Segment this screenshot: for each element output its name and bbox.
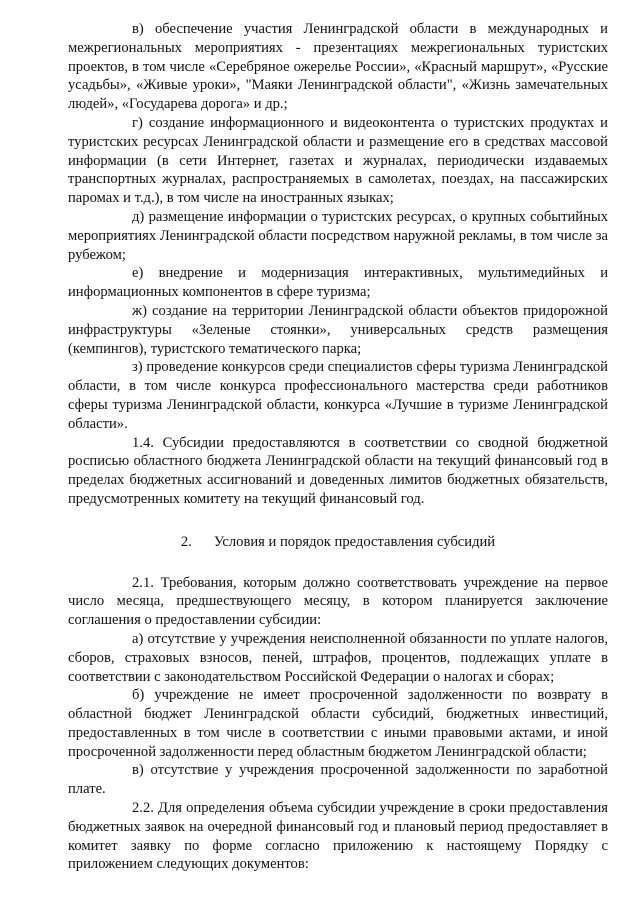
- section-heading: [0, 533, 640, 552]
- item-label: ж): [132, 302, 147, 319]
- item-text: обеспечение участия Ленинградской области в международных и межрегиональных мероприятиях - презентациях межрегиональных туристских проектов, в том числе «Серебряное ожерелье России», «Красный маршрут», «Русские усадьбы», «Живые уроки», "Маяки Ленинградской области", «Жизнь замечательных людей», «Государева дорога» и др.;: [68, 21, 608, 113]
- item-text: создание на территории Ленинградской области объектов придорожной инфраструктуры «Зеленые стоянки», универсальных средств размещения (кемпингов), туристского тематического парка;: [68, 302, 608, 357]
- clause-paragraph: [0, 434, 640, 509]
- list-item: [0, 264, 640, 302]
- list-item: [0, 302, 640, 358]
- item-label: а): [132, 630, 144, 647]
- clause-paragraph: [0, 574, 640, 630]
- item-label: б): [132, 687, 145, 704]
- clause-text: Субсидии предоставляются в соответствии со сводной бюджетной росписью областного бюджета Ленинградской области на текущий финансовый год в пределах бюджетных ассигнований и доведенных лимитов бюджетных обязательств, предусмотренных комитету на текущий финансовый год.: [68, 434, 608, 507]
- list-item: [0, 20, 640, 114]
- section-number: 2.: [180, 533, 192, 550]
- section-title: Условия и порядок предоставления субсидий: [213, 533, 496, 550]
- item-text: проведение конкурсов среди специалистов сферы туризма Ленинградской области, в том числе конкурса профессионального мастерства среди работников сферы туризма Ленинградской области, конкурса «Лучшие в туризме Ленинградской области».: [68, 359, 608, 432]
- clause-number: 1.4.: [132, 434, 154, 451]
- list-after: [0, 574, 640, 875]
- item-label: в): [132, 21, 144, 37]
- list-item: [0, 114, 640, 208]
- item-label: в): [132, 762, 144, 779]
- item-label: е): [132, 265, 144, 282]
- item-text: размещение информации о туристских ресурсах, о крупных событийных мероприятиях Ленинградской области посредством наружной рекламы, в том числе за рубежом;: [68, 208, 608, 263]
- item-text: внедрение и модернизация интерактивных, мультимедийных и информационных компонентов в сфере туризма;: [68, 265, 609, 301]
- item-label: г): [132, 114, 143, 131]
- item-label: д): [132, 208, 145, 225]
- list-item: [0, 208, 640, 264]
- clause-text: Требования, которым должно соответствовать учреждение на первое число месяца, предшествующего месяцу, в котором планируется заключение соглашения о предоставлении субсидии:: [68, 574, 609, 629]
- clause-text: Для определения объема субсидии учреждение в сроки предоставления бюджетных заявок на очередной финансовый год и плановый период предоставляет в комитет заявку по форме согласно приложению к настоящему Порядку с приложением следующих документов:: [68, 800, 608, 873]
- list-item: [0, 686, 640, 761]
- item-text: учреждение не имеет просроченной задолженности по возврату в областной бюджет Ленинградской области субсидий, бюджетных инвестиций, предоставленных в том числе в соответствии с иными правовыми актами, и иной просроченной задолженности перед областным бюджетом Ленинградской области;: [68, 687, 608, 760]
- item-text: отсутствие у учреждения неисполненной обязанности по уплате налогов, сборов, страховых взносов, пеней, штрафов, процентов, подлежащих уплате в соответствии с законодательством Российской Федерации о налогах и сборах;: [68, 630, 608, 685]
- item-label: з): [132, 359, 143, 376]
- list-item: [0, 761, 640, 799]
- list-item: [0, 358, 640, 433]
- item-text: отсутствие у учреждения просроченной задолженности по заработной плате.: [68, 762, 608, 798]
- item-text: создание информационного и видеоконтента о туристских продуктах и туристских ресурсах Ленинградской области и размещение его в средствах массовой информации (в сети Интернет, газетах и журналах, периодически издаваемых транспортных журналах, распространяемых в самолетах, поездах, на пассажирских паромах и т.д.), в том числе на иностранных языках;: [68, 114, 608, 207]
- list-item: [0, 630, 640, 686]
- clause-number: 2.2.: [132, 800, 154, 817]
- clause-number: 2.1.: [132, 574, 154, 591]
- clause-paragraph: [0, 799, 640, 874]
